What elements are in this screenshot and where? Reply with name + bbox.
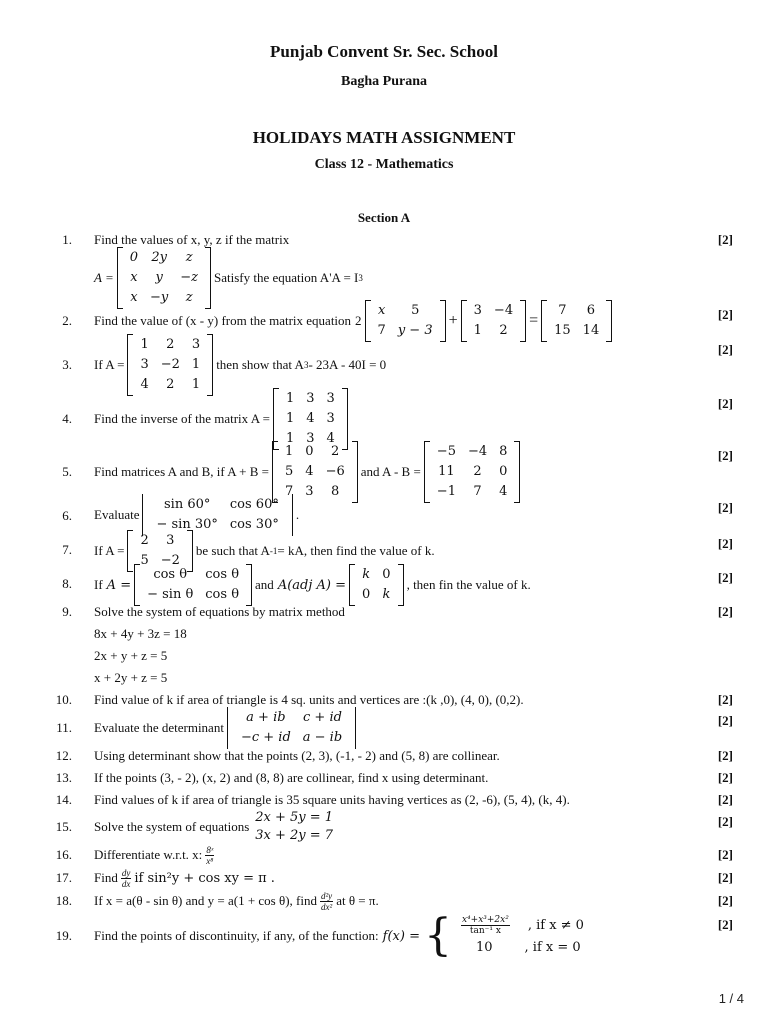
matrix-cell: 0 bbox=[499, 464, 508, 479]
question-text-mid: and bbox=[255, 577, 274, 592]
matrix-cell: 1 bbox=[285, 411, 295, 426]
matrix-a bbox=[117, 247, 211, 309]
question-marks: [2] bbox=[717, 692, 733, 707]
question-number: 17. bbox=[55, 870, 72, 885]
question-end: . bbox=[295, 507, 300, 522]
left-brace: { bbox=[423, 910, 452, 961]
matrix-cell: 3 bbox=[305, 484, 314, 499]
function-lhs: f(x) = bbox=[382, 928, 420, 944]
matrix-cell: − sin θ bbox=[147, 587, 194, 602]
matrix-cell: k bbox=[362, 567, 371, 582]
question-text: Find bbox=[94, 870, 118, 885]
matrix-cell: 1 bbox=[473, 323, 482, 338]
matrix-cell: 0 bbox=[305, 444, 314, 459]
question-number: 3. bbox=[62, 357, 72, 372]
matrix-cell: 1 bbox=[285, 444, 294, 459]
matrix-cell: 3 bbox=[326, 391, 335, 406]
matrix-cell: −6 bbox=[325, 464, 345, 479]
question-text-after: be such that A bbox=[195, 543, 270, 558]
matrix-cell: cos θ bbox=[205, 567, 240, 582]
operator-equals: = bbox=[529, 312, 539, 329]
fraction-denominator: x⁸ bbox=[206, 855, 214, 866]
matrix-cell: a + ib bbox=[246, 710, 286, 725]
matrix-a bbox=[134, 564, 252, 606]
equation-line: 2x + 5y = 1 bbox=[255, 810, 334, 825]
question-text-after: Satisfy the equation A'A = I bbox=[214, 270, 359, 285]
matrix-cell: cos θ bbox=[153, 567, 188, 582]
question-text: If A = bbox=[94, 543, 125, 558]
matrix-cells bbox=[468, 301, 519, 341]
assignment-title: HOLIDAYS MATH ASSIGNMENT bbox=[252, 128, 516, 147]
equation-line: 3x + 2y = 7 bbox=[255, 828, 334, 843]
fraction-denominator: tan⁻¹ x bbox=[469, 925, 501, 936]
fraction bbox=[205, 845, 214, 866]
matrix-1 bbox=[365, 300, 446, 342]
case-condition: , if x = 0 bbox=[524, 939, 581, 955]
question-text: Solve the system of equations by matrix method bbox=[94, 604, 345, 619]
matrix-cells bbox=[548, 301, 605, 341]
matrix-cell: x bbox=[130, 290, 138, 305]
fraction-numerator: d²y bbox=[320, 890, 333, 901]
question-3 bbox=[94, 337, 386, 393]
matrix-cell: 2 bbox=[140, 533, 149, 548]
matrix-cell: c + id bbox=[303, 710, 342, 725]
question-number: 6. bbox=[62, 508, 72, 523]
question-text: Solve the system of equations bbox=[94, 819, 250, 834]
equation-system bbox=[255, 809, 333, 845]
matrix-cell: 2 bbox=[331, 444, 340, 459]
matrix-cell: 3 bbox=[326, 411, 335, 426]
question-18 bbox=[94, 889, 379, 913]
matrix-cell: 7 bbox=[558, 303, 567, 318]
equation-line: 8x + 4y + 3z = 18 bbox=[94, 626, 187, 641]
matrix-cell: 3 bbox=[140, 357, 149, 372]
matrix-cells bbox=[431, 442, 514, 502]
matrix-cell: 1 bbox=[191, 377, 201, 392]
question-marks: [2] bbox=[717, 847, 733, 862]
matrix-cell: z bbox=[185, 290, 193, 305]
matrix-k bbox=[349, 564, 404, 606]
matrix-cells bbox=[124, 248, 204, 308]
question-text: Differentiate w.r.t. x: bbox=[94, 847, 203, 862]
question-text: Find value of k if area of triangle is 4 sq. units and vertices are :(k ,0), (4, 0), (0,2). bbox=[94, 692, 524, 707]
matrix-cell: 3 bbox=[166, 533, 175, 548]
question-text: Find the value of (x - y) from the matrix equation bbox=[94, 313, 352, 328]
question-marks: [2] bbox=[717, 342, 733, 357]
question-marks: [2] bbox=[717, 770, 733, 785]
matrix-cell: −z bbox=[180, 270, 199, 285]
question-number: 4. bbox=[62, 411, 72, 426]
matrix-cell: 0 bbox=[382, 567, 391, 582]
determinant bbox=[227, 707, 356, 749]
matrix-cell: 2 bbox=[166, 377, 175, 392]
matrix-cell: 7 bbox=[377, 323, 386, 338]
matrix-cell: 14 bbox=[582, 323, 600, 338]
matrix-cell: x bbox=[130, 270, 138, 285]
question-number: 1. bbox=[62, 232, 72, 247]
matrix-cell: 3 bbox=[191, 337, 201, 352]
matrix-cell: 1 bbox=[140, 337, 149, 352]
question-marks: [2] bbox=[717, 307, 733, 322]
matrix-cell: 1 bbox=[285, 431, 295, 446]
question-1-matrix-line bbox=[94, 250, 363, 306]
question-text-after-end: - 23A - 40I = 0 bbox=[308, 357, 387, 372]
matrix-cell: 0 bbox=[129, 250, 139, 265]
question-text: If bbox=[94, 577, 103, 592]
section-heading: Section A bbox=[357, 210, 411, 225]
question-text: Evaluate the determinant bbox=[94, 720, 224, 735]
question-marks: [2] bbox=[717, 232, 733, 247]
matrix-difference bbox=[424, 441, 521, 503]
question-number: 5. bbox=[62, 464, 72, 479]
matrix-cell: 6 bbox=[586, 303, 596, 318]
question-number: 2. bbox=[62, 313, 72, 328]
question-number: 16. bbox=[55, 847, 72, 862]
question-text-after: at θ = π. bbox=[336, 893, 379, 908]
question-text: If A = bbox=[94, 357, 125, 372]
matrix-cells bbox=[356, 565, 397, 605]
fraction-numerator: dy bbox=[121, 867, 131, 878]
question-marks: [2] bbox=[717, 500, 733, 515]
case-value: 10 bbox=[475, 939, 493, 955]
question-marks: [2] bbox=[717, 604, 733, 619]
question-4 bbox=[94, 391, 351, 447]
page-number: 1 / 4 bbox=[718, 991, 744, 1006]
subscript: 3 bbox=[358, 273, 363, 283]
matrix-cell: 5 bbox=[140, 553, 149, 568]
matrix-cell: −y bbox=[150, 290, 169, 305]
class-subtitle: Class 12 - Mathematics bbox=[314, 157, 454, 172]
matrix-cell: 5 bbox=[285, 464, 294, 479]
matrix-lhs: A = bbox=[106, 577, 132, 593]
matrix-cell: −4 bbox=[467, 444, 488, 459]
question-number: 11. bbox=[56, 720, 72, 735]
matrix-cell: 8 bbox=[331, 484, 340, 499]
matrix-cell: 7 bbox=[473, 484, 482, 499]
matrix-cell: a − ib bbox=[302, 730, 343, 745]
matrix-cells bbox=[141, 565, 245, 605]
matrix-cell: 4 bbox=[140, 377, 149, 392]
matrix-cell: cos 60° bbox=[229, 497, 279, 512]
matrix-cell: 5 bbox=[411, 303, 420, 318]
question-text: Find the points of discontinuity, if any, of the function: bbox=[94, 928, 379, 943]
question-marks: [2] bbox=[717, 870, 733, 885]
question-text: Evaluate bbox=[94, 507, 140, 522]
matrix-cell: sin 60° bbox=[163, 497, 211, 512]
question-text: Find values of k if area of triangle is 35 square units having vertices as (2, -6), (5, 4), (k, 4). bbox=[94, 792, 570, 807]
question-number: 8. bbox=[62, 576, 72, 591]
question-text: Using determinant show that the points (2, 3), (-1, - 2) and (5, 8) are collinear. bbox=[94, 748, 500, 763]
question-text-after-end: = kA, then find the value of k. bbox=[277, 543, 435, 558]
matrix-cell: 7 bbox=[285, 484, 294, 499]
matrix-cell: −2 bbox=[160, 357, 180, 372]
question-marks: [2] bbox=[717, 448, 733, 463]
question-number: 14. bbox=[55, 792, 72, 807]
fraction-numerator: x⁴+x³+2x² bbox=[461, 914, 509, 925]
matrix-cell: 0 bbox=[362, 587, 371, 602]
question-number: 9. bbox=[62, 604, 72, 619]
question-number: 13. bbox=[55, 770, 72, 785]
school-place: Bagha Purana bbox=[341, 74, 427, 89]
matrix-cell: −4 bbox=[493, 303, 514, 318]
matrix-cell: 8 bbox=[499, 444, 508, 459]
matrix-cells bbox=[235, 708, 348, 748]
question-text: Find the inverse of the matrix A = bbox=[94, 411, 270, 426]
question-text-after: then show that A bbox=[216, 357, 304, 372]
case-row bbox=[458, 914, 584, 936]
question-number: 12. bbox=[55, 748, 72, 763]
question-5 bbox=[94, 444, 523, 500]
school-name: Punjab Convent Sr. Sec. School bbox=[270, 42, 498, 61]
matrix-cell: −c + id bbox=[240, 730, 291, 745]
question-8 bbox=[94, 566, 531, 604]
superscript: 3 bbox=[303, 360, 309, 370]
matrix-cell: 4 bbox=[326, 431, 335, 446]
matrix-cell: 2 bbox=[473, 464, 482, 479]
question-text-mid: and A - B = bbox=[360, 464, 421, 479]
matrix-cell: 2 bbox=[166, 337, 175, 352]
matrix-cell: 1 bbox=[191, 357, 201, 372]
fraction-denominator: dx bbox=[121, 878, 131, 889]
matrix-cell: 4 bbox=[305, 464, 314, 479]
matrix-cell: 11 bbox=[438, 464, 455, 479]
matrix-cells bbox=[280, 389, 341, 449]
fraction bbox=[320, 891, 333, 912]
question-19 bbox=[94, 910, 584, 961]
matrix-lhs: A = bbox=[94, 270, 114, 285]
case-row bbox=[458, 936, 584, 958]
matrix-cell: cos 30° bbox=[229, 517, 279, 532]
question-number: 10. bbox=[55, 692, 72, 707]
question-11 bbox=[94, 709, 359, 747]
matrix-cell: cos θ bbox=[205, 587, 240, 602]
matrix-cell: 1 bbox=[285, 391, 295, 406]
matrix-cell: 4 bbox=[499, 484, 508, 499]
matrix-cells bbox=[134, 335, 206, 395]
fraction-numerator: 8ˣ bbox=[206, 844, 214, 855]
matrix-2 bbox=[461, 300, 526, 342]
matrix-cells bbox=[150, 495, 284, 535]
fraction-denominator: dx² bbox=[320, 901, 333, 912]
function-cases bbox=[458, 914, 584, 958]
question-marks: [2] bbox=[717, 396, 733, 411]
case-condition: , if x ≠ 0 bbox=[527, 917, 584, 933]
matrix-cell: −2 bbox=[160, 553, 180, 568]
question-text-after: , then fin the value of k. bbox=[406, 577, 531, 592]
question-marks: [2] bbox=[717, 917, 733, 932]
question-17 bbox=[94, 866, 275, 890]
matrix-cell: 2 bbox=[499, 323, 508, 338]
question-marks: [2] bbox=[717, 713, 733, 728]
matrix-cells bbox=[279, 442, 351, 502]
question-number: 19. bbox=[55, 928, 72, 943]
matrix-cell: y bbox=[155, 270, 163, 285]
question-marks: [2] bbox=[717, 792, 733, 807]
coefficient: 2 bbox=[355, 313, 362, 328]
matrix-cell: 3 bbox=[306, 391, 315, 406]
matrix-cells bbox=[372, 301, 439, 341]
fraction bbox=[461, 915, 510, 936]
matrix-cell: −5 bbox=[436, 444, 456, 459]
superscript: -1 bbox=[269, 546, 278, 556]
matrix-cell: 3 bbox=[306, 431, 315, 446]
question-marks: [2] bbox=[717, 814, 733, 829]
matrix-cell: 4 bbox=[306, 411, 315, 426]
question-15 bbox=[94, 808, 333, 846]
matrix-cell: − sin 30° bbox=[156, 517, 218, 532]
question-6 bbox=[94, 496, 299, 534]
matrix-3 bbox=[541, 300, 612, 342]
question-text: Find the values of x, y, z if the matrix bbox=[94, 232, 290, 247]
question-text-after: if sin²y + cos xy = π . bbox=[134, 870, 275, 886]
matrix-cell: 15 bbox=[554, 323, 571, 338]
matrix-cell: −1 bbox=[436, 484, 456, 499]
equation-line: 2x + y + z = 5 bbox=[94, 648, 168, 663]
matrix-cell: 3 bbox=[473, 303, 482, 318]
question-marks: [2] bbox=[717, 536, 733, 551]
matrix-cell: 2y bbox=[151, 250, 167, 265]
equation-line: x + 2y + z = 5 bbox=[94, 670, 168, 685]
question-marks: [2] bbox=[717, 748, 733, 763]
question-text: If the points (3, - 2), (x, 2) and (8, 8) are collinear, find x using determinant. bbox=[94, 770, 489, 785]
question-marks: [2] bbox=[717, 570, 733, 585]
question-number: 7. bbox=[62, 542, 72, 557]
matrix-cell: x bbox=[378, 303, 386, 318]
piecewise-function bbox=[423, 910, 584, 961]
question-16 bbox=[94, 843, 217, 867]
operator-plus: + bbox=[448, 312, 458, 329]
question-number: 18. bbox=[55, 893, 72, 908]
question-text: If x = a(θ - sin θ) and y = a(1 + cos θ), find bbox=[94, 893, 317, 908]
matrix-a bbox=[127, 334, 213, 396]
question-number: 15. bbox=[55, 819, 72, 834]
matrix-cell: z bbox=[185, 250, 193, 265]
question-text: Find matrices A and B, if A + B = bbox=[94, 464, 269, 479]
question-marks: [2] bbox=[717, 893, 733, 908]
adj-expression: A(adj A) = bbox=[277, 577, 346, 593]
matrix-cell: k bbox=[382, 587, 391, 602]
fraction bbox=[121, 868, 132, 889]
matrix-cell: y − 3 bbox=[397, 323, 433, 338]
